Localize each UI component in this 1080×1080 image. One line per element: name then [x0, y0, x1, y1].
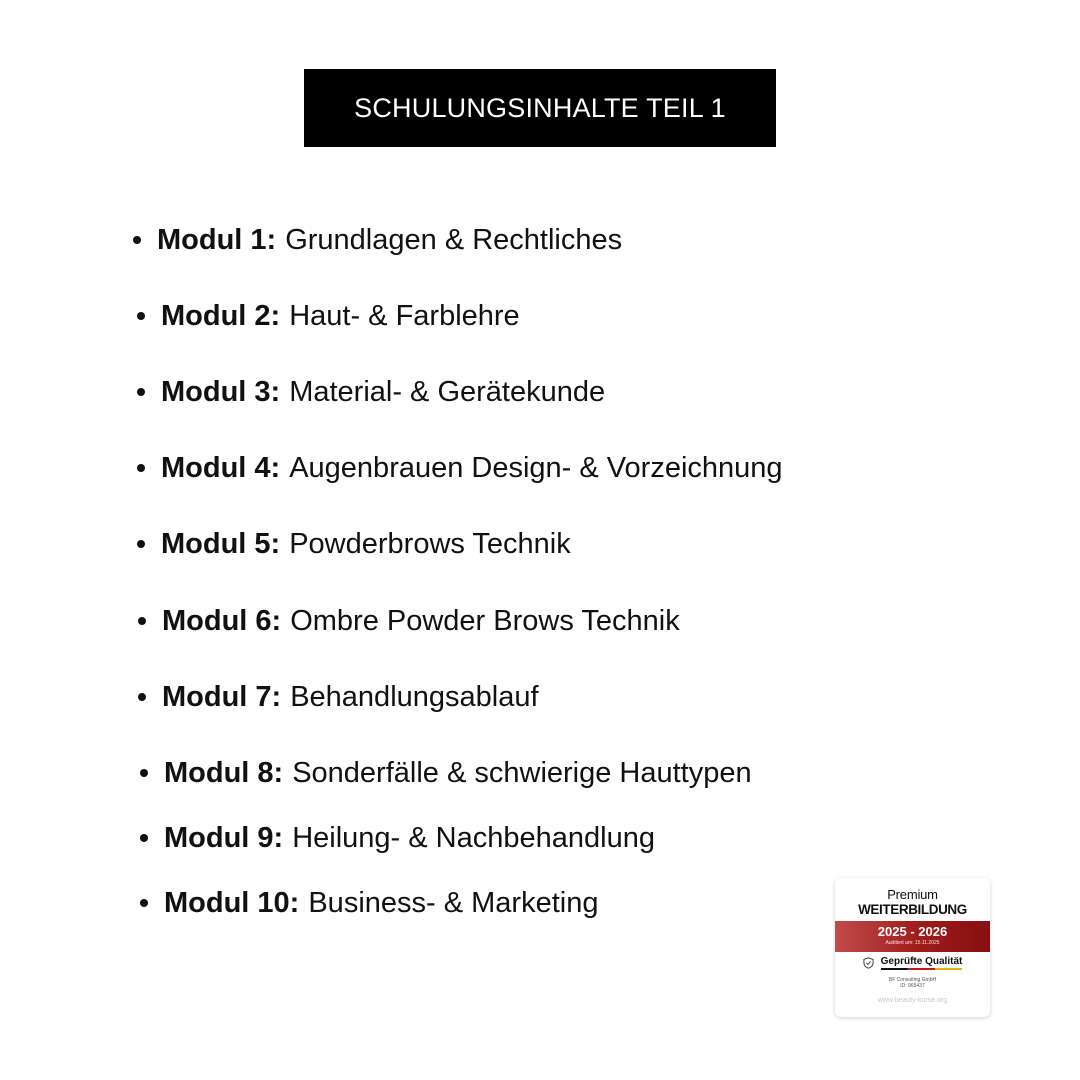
badge-quality-row	[835, 956, 990, 970]
bullet-icon	[140, 834, 148, 842]
module-text: Ombre Powder Brows Technik	[290, 605, 680, 637]
module-label: Modul 5:	[161, 528, 281, 560]
module-label: Modul 7:	[162, 681, 282, 713]
list-item	[140, 818, 655, 858]
list-item	[137, 448, 783, 488]
bullet-icon	[137, 388, 145, 396]
module-label: Modul 8:	[164, 757, 284, 789]
list-item	[137, 372, 605, 412]
module-label: Modul 9:	[164, 822, 284, 854]
title-banner	[304, 69, 776, 147]
module-text: Material- & Gerätekunde	[289, 376, 606, 408]
badge-audit-date: Auditiert am: 15.11.2025	[885, 940, 940, 946]
bullet-icon	[138, 693, 146, 701]
badge-quality-label: Geprüfte Qualität	[881, 956, 963, 970]
list-item	[138, 601, 680, 641]
bullet-icon	[138, 617, 146, 625]
badge-url: www.beauty-kurse.org	[877, 997, 948, 1004]
bullet-icon	[137, 312, 145, 320]
list-item	[133, 220, 622, 260]
module-label: Modul 10:	[164, 887, 300, 919]
bullet-icon	[140, 769, 148, 777]
module-label: Modul 6:	[162, 605, 282, 637]
badge-id: ID: 965437	[900, 983, 925, 989]
badge-company: BF Consulting GmbH	[888, 977, 937, 983]
badge-premium-label: Premium	[887, 887, 938, 902]
module-text: Sonderfälle & schwierige Hauttypen	[292, 757, 752, 789]
module-text: Heilung- & Nachbehandlung	[292, 822, 655, 854]
badge-years: 2025 - 2026	[877, 924, 948, 939]
page-title: SCHULUNGSINHALTE TEIL 1	[354, 92, 726, 123]
list-item	[137, 296, 520, 336]
quality-badge	[835, 878, 990, 1017]
list-item	[138, 677, 539, 717]
module-text: Powderbrows Technik	[289, 528, 571, 560]
list-item	[140, 753, 752, 793]
bullet-icon	[140, 899, 148, 907]
module-text: Grundlagen & Rechtliches	[285, 224, 623, 256]
list-item	[137, 524, 571, 564]
bullet-icon	[133, 236, 141, 244]
module-label: Modul 1:	[157, 224, 277, 256]
badge-year-band	[835, 921, 990, 952]
module-text: Business- & Marketing	[308, 887, 599, 919]
bullet-icon	[137, 464, 145, 472]
module-label: Modul 2:	[161, 300, 281, 332]
bullet-icon	[137, 540, 145, 548]
module-text: Augenbrauen Design- & Vorzeichnung	[289, 452, 783, 484]
module-label: Modul 4:	[161, 452, 281, 484]
shield-check-icon	[863, 957, 874, 969]
list-item	[140, 883, 598, 923]
module-text: Behandlungsablauf	[290, 681, 539, 713]
badge-weiterbildung-label: WEITERBILDUNG	[858, 902, 967, 917]
module-label: Modul 3:	[161, 376, 281, 408]
module-text: Haut- & Farblehre	[289, 300, 520, 332]
